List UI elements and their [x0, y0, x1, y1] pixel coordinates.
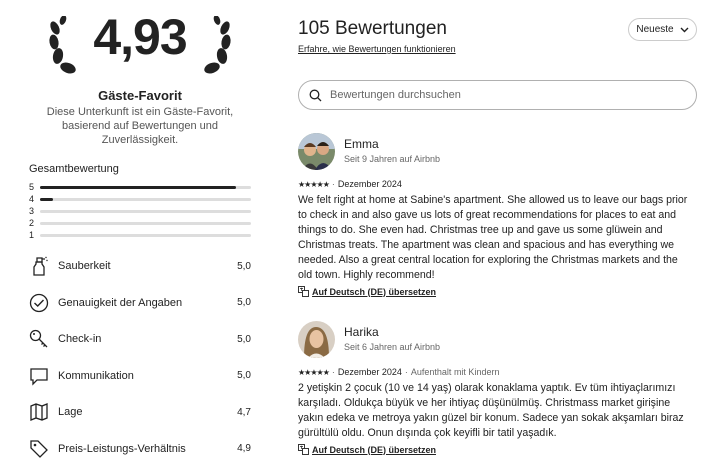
laurel-right-icon	[198, 16, 234, 76]
category-value: 5,0	[237, 260, 251, 272]
rating-bar-track	[40, 234, 251, 237]
rating-bar-track	[40, 186, 251, 189]
rating-bar-label: 1	[29, 230, 35, 240]
category-row	[29, 394, 251, 431]
key-icon	[29, 329, 49, 349]
category-value: 5,0	[237, 297, 251, 309]
tag-icon	[29, 439, 49, 459]
guest-favorite-badge	[40, 6, 240, 76]
rating-bar-track	[40, 210, 251, 213]
category-name: Check-in	[58, 333, 102, 346]
translate-icon	[298, 286, 309, 297]
rating-bar-row	[29, 229, 251, 241]
review-date: Dezember 2024	[337, 367, 402, 377]
star-rating: ★★★★★	[298, 368, 329, 377]
category-name: Genauigkeit der Angaben	[58, 296, 183, 309]
rating-bar-fill	[40, 186, 236, 189]
sort-dropdown[interactable]	[628, 18, 697, 41]
review-text: 2 yetişkin 2 çocuk (10 ve 14 yaş) olarak konaklama yaptık. Ev tüm ihtiyaçlarımızı karşıladı. Oldukça büyük ve her ihtiyaç düşünülmüş. Christmass market girişine yakın edeka ve metroya yakın güzel bir konum. Sadece yan sokak akşamları biraz gürültülü oldu. Onun dışında çok keyifli bir tatil yaşadık.	[298, 382, 684, 439]
avatar[interactable]	[298, 321, 335, 358]
reviewer-since: Seit 6 Jahren auf Airbnb	[344, 342, 441, 352]
category-ratings	[29, 248, 251, 461]
translate-icon	[298, 444, 309, 455]
rating-summary-panel	[0, 0, 280, 461]
review-date: Dezember 2024	[337, 179, 402, 189]
review-search[interactable]	[298, 80, 697, 110]
rating-distribution	[29, 181, 251, 241]
category-row	[29, 321, 251, 358]
check-circle-icon	[29, 293, 49, 313]
rating-bar-label: 3	[29, 206, 35, 216]
guest-favorite-description: Diese Unterkunft ist ein Gäste-Favorit, basierend auf Bewertungen und Zuverlässigkeit.	[46, 106, 234, 146]
overall-score: 4,93	[93, 9, 187, 65]
category-value: 5,0	[237, 333, 251, 345]
category-value: 4,9	[237, 443, 251, 455]
reviewer-since: Seit 9 Jahren auf Airbnb	[344, 154, 441, 164]
category-row	[29, 285, 251, 322]
overall-rating-label: Gesamtbewertung	[29, 163, 119, 175]
category-value: 5,0	[237, 370, 251, 382]
category-row	[29, 358, 251, 395]
search-icon	[309, 89, 322, 102]
rating-bar-track	[40, 222, 251, 225]
category-name: Kommunikation	[58, 369, 134, 382]
rating-bar-label: 4	[29, 194, 35, 204]
review-item	[298, 133, 698, 303]
review-meta: ★★★★★ · Dezember 2024	[298, 179, 402, 189]
category-row	[29, 248, 251, 285]
message-icon	[29, 366, 49, 386]
rating-bar-row	[29, 205, 251, 217]
rating-bar-label: 2	[29, 218, 35, 228]
translate-link[interactable]	[298, 286, 436, 297]
search-input[interactable]	[330, 89, 670, 101]
how-reviews-work-link[interactable]: Erfahre, wie Bewertungen funktionieren	[298, 44, 456, 54]
reviews-count-title: 105 Bewertungen	[298, 18, 447, 39]
map-icon	[29, 402, 49, 422]
rating-bar-row	[29, 181, 251, 193]
spray-bottle-icon	[29, 256, 49, 276]
reviewer-name: Emma	[344, 137, 379, 151]
avatar[interactable]	[298, 133, 335, 170]
sort-label: Neueste	[636, 24, 674, 35]
rating-bar-track	[40, 198, 251, 201]
review-meta: ★★★★★ · Dezember 2024 · Aufenthalt mit Kindern	[298, 367, 500, 377]
review-text: We felt right at home at Sabine's apartment. She allowed us to leave our bags prior to check in and also gave us lots of great recommendations for places to eat and things to do. She even had. Christmas tree up and gave us some glüwein and Christmas treats. The apartment was clean and spacious and has everything we needed. Also a great central location for exploring the Christmas markets and the old town. Highly recommend!	[298, 194, 688, 281]
reviewer-name: Harika	[344, 325, 379, 339]
category-name: Sauberkeit	[58, 260, 111, 273]
translate-link[interactable]	[298, 444, 436, 455]
category-row	[29, 431, 251, 461]
rating-bar-row	[29, 217, 251, 229]
category-name: Lage	[58, 406, 83, 419]
guest-favorite-title: Gäste-Favorit	[98, 88, 182, 103]
category-value: 4,7	[237, 406, 251, 418]
translate-label: Auf Deutsch (DE) übersetzen	[312, 444, 437, 455]
rating-bar-label: 5	[29, 182, 35, 192]
rating-bar-fill	[40, 198, 53, 201]
category-name: Preis-Leistungs-Verhältnis	[58, 442, 186, 455]
translate-label: Auf Deutsch (DE) übersetzen	[312, 286, 437, 297]
stay-type: Aufenthalt mit Kindern	[410, 367, 500, 377]
rating-bar-row	[29, 193, 251, 205]
star-rating: ★★★★★	[298, 180, 329, 189]
chevron-down-icon	[680, 27, 689, 33]
review-item	[298, 321, 698, 461]
